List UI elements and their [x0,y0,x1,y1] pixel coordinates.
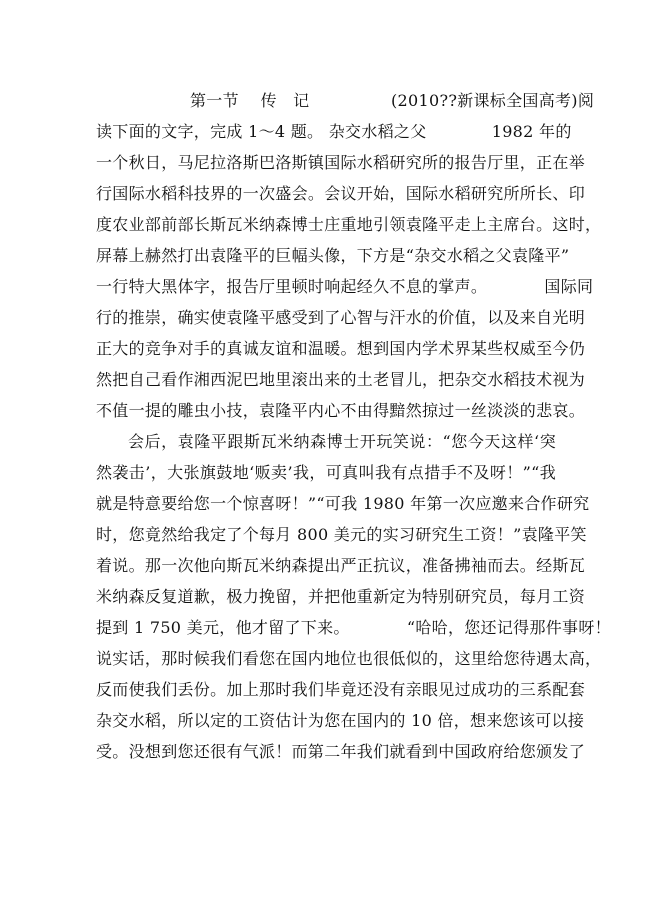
text-line: 反而使我们丢份。加上那时我们毕竟还没有亲眼见过成功的三系配套 [96,680,586,699]
text-line: 度农业部前部长斯瓦米纳森博士庄重地引领袁隆平走上主席台。这时， [96,215,602,234]
text-line: 读下面的文字，完成 1～4 题。 杂交水稻之父 1982 年的 [96,122,572,141]
text-line: 着说。那一次他向斯瓦米纳森提出严正抗议，准备拂袖而去。经斯瓦 [96,556,586,575]
text-line: 行的推崇，确实使袁隆平感受到了心智与汗水的价值，以及来自光明 [96,308,586,327]
text-line: 米纳森反复道歉，极力挽留，并把他重新定为特别研究员，每月工资 [96,587,586,606]
text-line: 然把自己看作湘西泥巴地里滚出来的土老冒儿，把杂交水稻技术视为 [96,370,586,389]
text-line: 杂交水稻，所以定的工资估计为您在国内的 10 倍，想来您该可以接 [96,711,585,730]
text-line: 然袭击’，大张旗鼓地‘贩卖’我，可真叫我有点措手不及呀！”“我 [96,463,556,482]
text-line: 提到 1 750 美元，他才留了下来。 “哈哈，您还记得那件事呀！ [96,618,611,637]
text-line: 行国际水稻科技界的一次盛会。会议开始，国际水稻研究所所长、印 [96,184,586,203]
text-line: 一个秋日，马尼拉洛斯巴洛斯镇国际水稻研究所的报告厅里，正在举 [96,153,586,172]
text-line: 正大的竞争对手的真诚友谊和温暖。想到国内学术界某些权威至今仍 [96,339,586,358]
text-line: 一行特大黑体字，报告厅里顿时响起经久不息的掌声。 国际同 [96,277,594,296]
text-line: 不值一提的雕虫小技，袁隆平内心不由得黯然掠过一丝淡淡的悲哀。 [96,401,586,420]
text-line: 受。没想到您还很有气派！而第二年我们就看到中国政府给您颁发了 [96,742,586,761]
text-line: 说实话，那时候我们看您在国内地位也很低似的，这里给您待遇太高， [96,649,602,668]
text-line: 第一节 传 记 (2010??新课标全国高考)阅 [190,91,595,110]
text-line: 屏幕上赫然打出袁隆平的巨幅头像，下方是“杂交水稻之父袁隆平” [96,246,570,265]
text-line: 就是特意要给您一个惊喜呀！”“可我 1980 年第一次应邀来合作研究 [96,494,590,513]
paragraph-first-line: 会后，袁隆平跟斯瓦米纳森博士开玩笑说：“您今天这样‘突 [128,432,556,451]
text-line: 时，您竟然给我定了个每月 800 美元的实习研究生工资！”袁隆平笑 [96,525,587,544]
